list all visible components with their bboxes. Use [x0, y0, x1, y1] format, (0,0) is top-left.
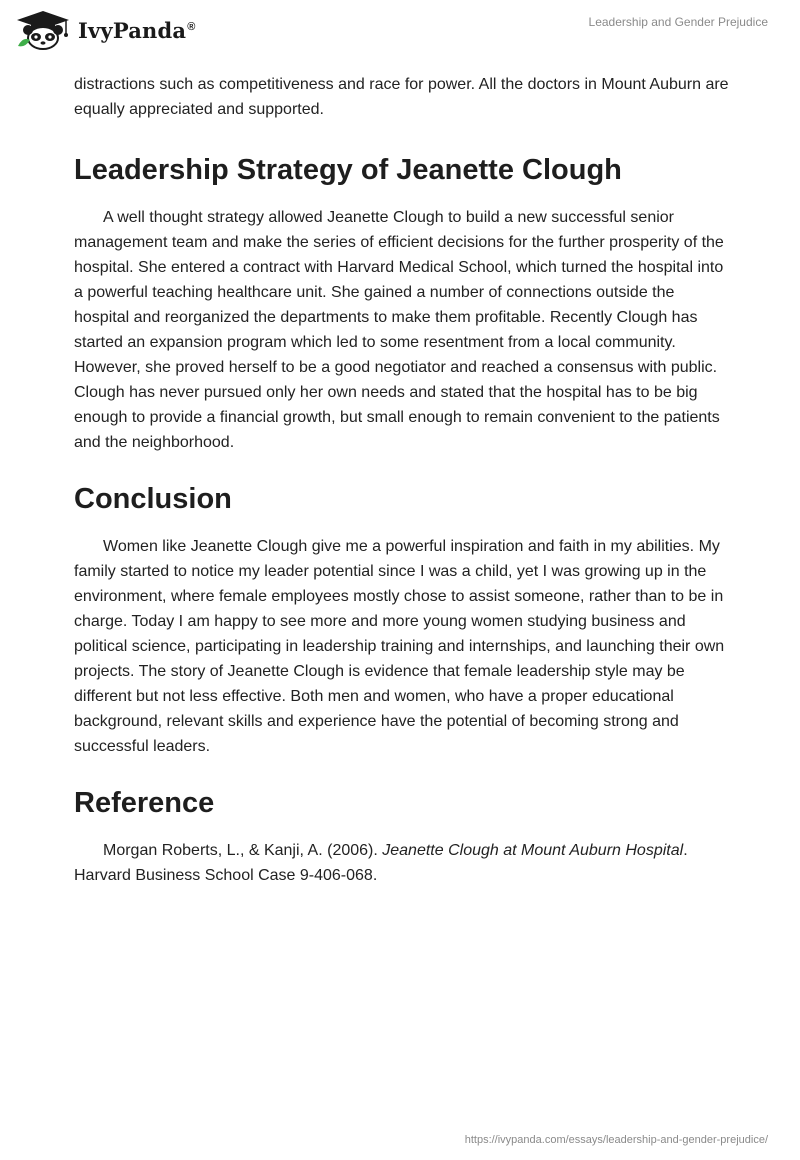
intro-paragraph: distractions such as competitiveness and race for power. All the doctors in Mount Auburn are equally appreciated and supported.	[74, 76, 729, 118]
brand-logo[interactable]	[14, 10, 196, 50]
reference-title: Jeanette Clough at Mount Auburn Hospital	[382, 842, 684, 859]
panda-graduation-cap-icon	[14, 10, 72, 50]
section-paragraph-conclusion: Women like Jeanette Clough give me a powerful inspiration and faith in my abilities. My family started to notice my leader potential since I was a child, yet I was growing up in the environment, where female employees mostly chose to assist someone, rather than to be in charge. Today I am happy to see more and more young women studying business and political science, participating in leadership training and internships, and launching their own projects. The story of Jeanette Clough is evidence that female leadership style may be different but not less effective. Both men and women, who have a proper educational background, relevant skills and experience have the potential of becoming strong and successful leaders.	[74, 538, 725, 755]
brand-name: IvyPanda®	[78, 17, 196, 43]
reference-entry	[74, 838, 730, 888]
essay-content	[74, 72, 730, 888]
footer-url[interactable]: https://ivypanda.com/essays/leadership-and-gender-prejudice/	[464, 1134, 768, 1146]
document-title: Leadership and Gender Prejudice	[588, 15, 768, 29]
reference-authors: Morgan Roberts, L., & Kanji, A. (2006).	[103, 842, 383, 859]
section-heading-conclusion: Conclusion	[74, 483, 232, 515]
reference-source: . Harvard Business School Case 9-406-068.	[74, 842, 688, 884]
section-heading-leadership-strategy: Leadership Strategy of Jeanette Clough	[74, 154, 622, 186]
section-heading-reference: Reference	[74, 787, 215, 819]
registered-mark: ®	[187, 20, 196, 33]
page-header	[0, 0, 800, 60]
section-paragraph-leadership-strategy: A well thought strategy allowed Jeanette Clough to build a new successful senior management team and make the series of efficient decisions for the further prosperity of the hospital. She entered a contract with Harvard Medical School, which turned the hospital into a powerful teaching healthcare unit. She gained a number of connections outside the hospital and reorganized the departments to make them profitable. Recently Clough has started an expansion program which led to some resentment from a local community. However, she proved herself to be a good negotiator and reached a consensus with public. Clough has never pursued only her own needs and stated that the hospital has to be big enough to provide a financial growth, but small enough to remain convenient to the patients and the neighborhood.	[74, 209, 724, 451]
